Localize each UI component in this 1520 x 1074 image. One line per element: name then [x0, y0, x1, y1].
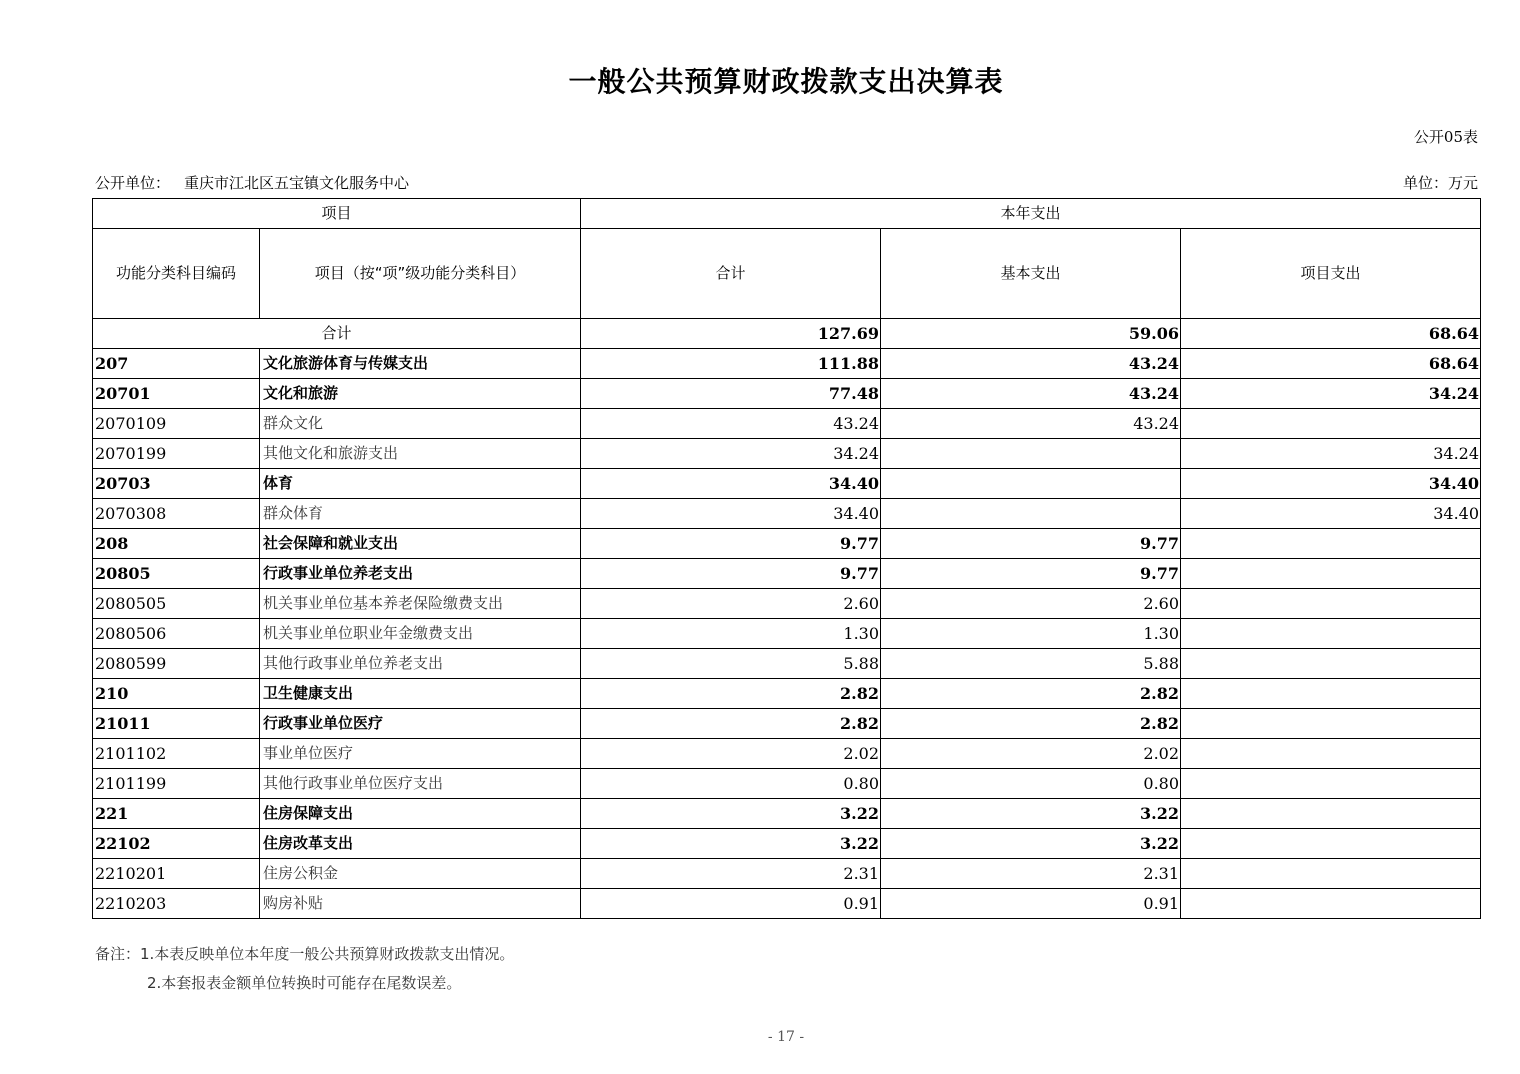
- row-code: 2101199: [93, 769, 260, 799]
- unit-name: 重庆市江北区五宝镇文化服务中心: [184, 174, 410, 192]
- row-name: 其他文化和旅游支出: [260, 439, 581, 469]
- row-code: 20701: [93, 379, 260, 409]
- total-row: [93, 319, 1481, 349]
- total-total: 127.69: [581, 319, 881, 349]
- table-row: [93, 409, 1481, 439]
- row-name: 行政事业单位养老支出: [260, 559, 581, 589]
- row-total: 2.02: [581, 739, 881, 769]
- table-row: [93, 709, 1481, 739]
- row-code: 2080599: [93, 649, 260, 679]
- row-total: 0.80: [581, 769, 881, 799]
- row-project: [1181, 709, 1481, 739]
- row-name: 文化旅游体育与传媒支出: [260, 349, 581, 379]
- table-row: [93, 619, 1481, 649]
- row-basic: 2.31: [881, 859, 1181, 889]
- row-code: 21011: [93, 709, 260, 739]
- row-project: [1181, 409, 1481, 439]
- row-project: [1181, 529, 1481, 559]
- row-project: [1181, 829, 1481, 859]
- page-title: 一般公共预算财政拨款支出决算表: [568, 65, 1004, 98]
- table-row: [93, 679, 1481, 709]
- row-total: 3.22: [581, 799, 881, 829]
- row-total: 9.77: [581, 529, 881, 559]
- header-row-2: [93, 229, 1481, 319]
- row-name: 购房补贴: [260, 889, 581, 919]
- header-current-year: 本年支出: [581, 199, 1481, 229]
- row-code: 208: [93, 529, 260, 559]
- table-row: [93, 829, 1481, 859]
- table-row: [93, 589, 1481, 619]
- row-name: 其他行政事业单位养老支出: [260, 649, 581, 679]
- row-name: 其他行政事业单位医疗支出: [260, 769, 581, 799]
- row-basic: 0.80: [881, 769, 1181, 799]
- row-project: 34.40: [1181, 499, 1481, 529]
- row-total: 0.91: [581, 889, 881, 919]
- unit-line: [95, 172, 1478, 193]
- row-code: 20805: [93, 559, 260, 589]
- row-project: [1181, 739, 1481, 769]
- row-basic: 2.02: [881, 739, 1181, 769]
- row-project: [1181, 679, 1481, 709]
- row-project: [1181, 769, 1481, 799]
- row-name: 事业单位医疗: [260, 739, 581, 769]
- row-name: 文化和旅游: [260, 379, 581, 409]
- row-total: 2.31: [581, 859, 881, 889]
- row-total: 5.88: [581, 649, 881, 679]
- table-row: [93, 889, 1481, 919]
- row-name: 卫生健康支出: [260, 679, 581, 709]
- table-row: [93, 559, 1481, 589]
- currency-unit: 单位：万元: [1402, 174, 1478, 192]
- total-project: 68.64: [1181, 319, 1481, 349]
- total-label: 合计: [93, 319, 581, 349]
- row-total: 2.82: [581, 709, 881, 739]
- header-code: 功能分类科目编码: [93, 229, 260, 319]
- table-row: [93, 499, 1481, 529]
- row-basic: 9.77: [881, 529, 1181, 559]
- row-project: [1181, 559, 1481, 589]
- notes: [95, 940, 514, 998]
- note-2: 2.本套报表金额单位转换时可能存在尾数误差。: [147, 974, 462, 992]
- row-total: 111.88: [581, 349, 881, 379]
- row-project: [1181, 859, 1481, 889]
- row-basic: [881, 469, 1181, 499]
- table-row: [93, 859, 1481, 889]
- row-basic: 2.82: [881, 709, 1181, 739]
- row-project: 34.24: [1181, 439, 1481, 469]
- row-basic: 43.24: [881, 409, 1181, 439]
- row-total: 2.60: [581, 589, 881, 619]
- row-total: 34.24: [581, 439, 881, 469]
- row-code: 2070308: [93, 499, 260, 529]
- row-code: 2210203: [93, 889, 260, 919]
- row-code: 20703: [93, 469, 260, 499]
- row-code: 207: [93, 349, 260, 379]
- row-project: [1181, 619, 1481, 649]
- row-name: 住房公积金: [260, 859, 581, 889]
- row-project: [1181, 649, 1481, 679]
- row-basic: 9.77: [881, 559, 1181, 589]
- header-name: 项目（按“项”级功能分类科目）: [260, 229, 581, 319]
- row-name: 体育: [260, 469, 581, 499]
- row-name: 行政事业单位医疗: [260, 709, 581, 739]
- row-basic: [881, 499, 1181, 529]
- row-project: 68.64: [1181, 349, 1481, 379]
- row-basic: 3.22: [881, 799, 1181, 829]
- table-row: [93, 739, 1481, 769]
- table-number: 公开05表: [1413, 128, 1478, 146]
- table-row: [93, 469, 1481, 499]
- row-name: 机关事业单位基本养老保险缴费支出: [260, 589, 581, 619]
- row-basic: 3.22: [881, 829, 1181, 859]
- row-code: 2210201: [93, 859, 260, 889]
- row-basic: 1.30: [881, 619, 1181, 649]
- row-name: 群众体育: [260, 499, 581, 529]
- page-number: - 17 -: [767, 1029, 805, 1045]
- row-project: [1181, 589, 1481, 619]
- row-basic: 43.24: [881, 379, 1181, 409]
- row-code: 2101102: [93, 739, 260, 769]
- row-code: 221: [93, 799, 260, 829]
- table-row: [93, 649, 1481, 679]
- row-basic: [881, 439, 1181, 469]
- row-code: 210: [93, 679, 260, 709]
- row-total: 34.40: [581, 469, 881, 499]
- total-basic: 59.06: [881, 319, 1181, 349]
- expenditure-table: [92, 198, 1481, 919]
- row-total: 43.24: [581, 409, 881, 439]
- row-total: 3.22: [581, 829, 881, 859]
- note-1: 备注：1.本表反映单位本年度一般公共预算财政拨款支出情况。: [95, 945, 515, 963]
- row-project: [1181, 799, 1481, 829]
- unit-label: 公开单位：: [95, 174, 171, 192]
- row-project: 34.40: [1181, 469, 1481, 499]
- header-project-expense: 项目支出: [1181, 229, 1481, 319]
- table-row: [93, 379, 1481, 409]
- table-row: [93, 439, 1481, 469]
- row-code: 2070109: [93, 409, 260, 439]
- row-project: [1181, 889, 1481, 919]
- header-basic: 基本支出: [881, 229, 1181, 319]
- row-code: 2080505: [93, 589, 260, 619]
- header-row-1: [93, 199, 1481, 229]
- row-basic: 5.88: [881, 649, 1181, 679]
- row-total: 77.48: [581, 379, 881, 409]
- row-name: 机关事业单位职业年金缴费支出: [260, 619, 581, 649]
- row-code: 2070199: [93, 439, 260, 469]
- row-basic: 2.60: [881, 589, 1181, 619]
- row-total: 34.40: [581, 499, 881, 529]
- row-code: 2080506: [93, 619, 260, 649]
- header-project: 项目: [93, 199, 581, 229]
- table-row: [93, 349, 1481, 379]
- row-total: 2.82: [581, 679, 881, 709]
- row-basic: 2.82: [881, 679, 1181, 709]
- row-name: 住房改革支出: [260, 829, 581, 859]
- table-row: [93, 769, 1481, 799]
- row-basic: 43.24: [881, 349, 1181, 379]
- table-row: [93, 799, 1481, 829]
- unit-info: [95, 172, 409, 193]
- row-project: 34.24: [1181, 379, 1481, 409]
- row-code: 22102: [93, 829, 260, 859]
- row-total: 1.30: [581, 619, 881, 649]
- header-total: 合计: [581, 229, 881, 319]
- table-row: [93, 529, 1481, 559]
- row-total: 9.77: [581, 559, 881, 589]
- row-name: 住房保障支出: [260, 799, 581, 829]
- row-name: 群众文化: [260, 409, 581, 439]
- row-name: 社会保障和就业支出: [260, 529, 581, 559]
- row-basic: 0.91: [881, 889, 1181, 919]
